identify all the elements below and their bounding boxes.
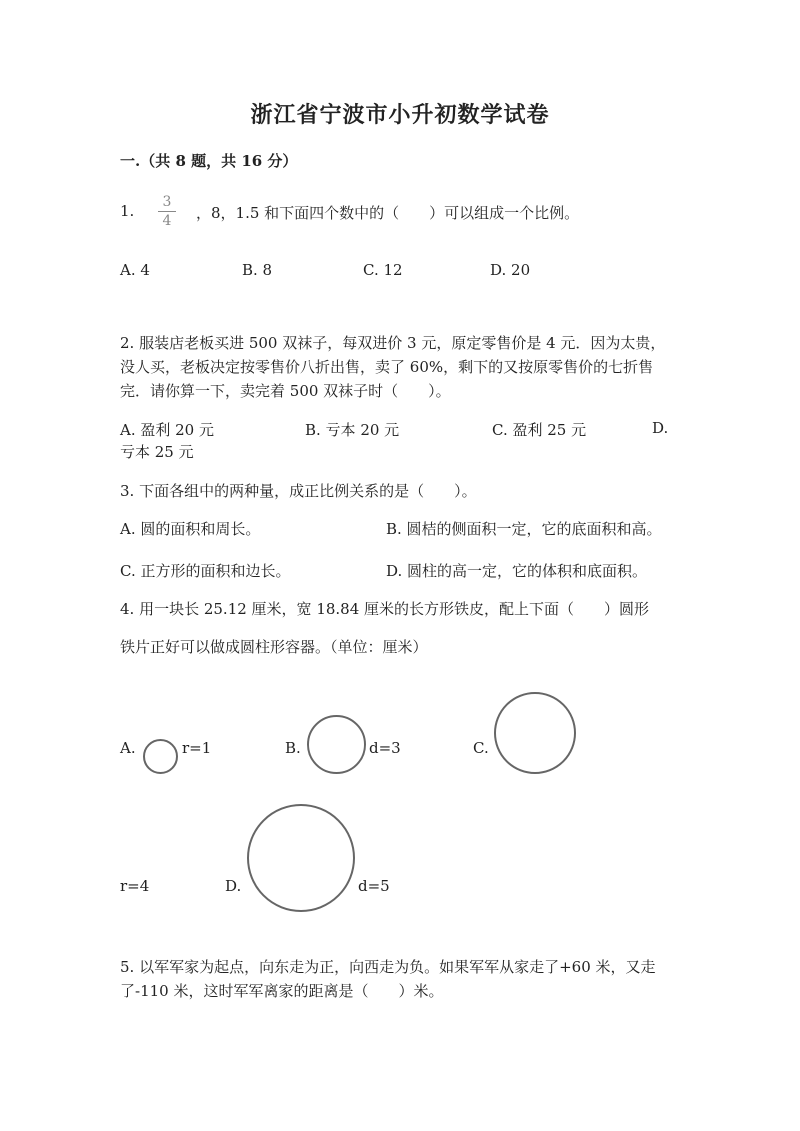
- q3-option-c: C. 正方形的面积和边长。: [120, 562, 291, 580]
- q4-option-d-label: D.: [225, 877, 242, 895]
- q2-option-d: D.: [652, 419, 669, 437]
- q3-text: 3. 下面各组中的两种量，成正比例关系的是（ ）。: [120, 482, 477, 500]
- q4-text-line-1: 4. 用一块长 25.12 厘米，宽 18.84 厘米的长方形铁皮，配上下面（ ）圆形: [120, 600, 650, 618]
- q4-option-b-label: B.: [285, 739, 301, 757]
- q3-option-b: B. 圆桔的侧面积一定，它的底面积和高。: [386, 520, 662, 538]
- q4-option-c-label: C.: [473, 739, 489, 757]
- q2-option-d-continued: 亏本 25 元: [120, 443, 194, 461]
- section-heading: 一.（共 8 题，共 16 分）: [120, 152, 298, 170]
- q4-option-d-value: d=5: [358, 877, 390, 895]
- fraction-numerator: 3: [162, 194, 172, 210]
- q5-text: 5. 以军军家为起点，向东走为正，向西走为负。如果军军从家走了+60 米，又走了-110 米，这时军军离家的距离是（ ）米。: [120, 958, 656, 1000]
- q2-option-a: A. 盈利 20 元: [120, 421, 214, 439]
- q4-option-b-value: d=3: [369, 739, 401, 757]
- circle-b-shape: [307, 715, 366, 774]
- q2-option-c: C. 盈利 25 元: [492, 421, 587, 439]
- q1-option-b: B. 8: [242, 261, 273, 279]
- q3-option-a: A. 圆的面积和周长。: [120, 520, 261, 538]
- q4-option-a-label: A.: [120, 739, 136, 757]
- q4-option-c-value: r=4: [120, 877, 150, 895]
- q1-option-d: D. 20: [490, 261, 531, 279]
- q3-option-d: D. 圆柱的高一定，它的体积和底面积。: [386, 562, 648, 580]
- circle-d-shape: [247, 804, 355, 912]
- q4-text-line-2: 铁片正好可以做成圆柱形容器。（单位：厘米）: [120, 638, 428, 656]
- q1-text: ，8，1.5 和下面四个数中的（ ）可以组成一个比例。: [196, 204, 580, 222]
- fraction-bar: [158, 211, 176, 212]
- q2-text: 2. 服装店老板买进 500 双袜子，每双进价 3 元，原定零售价是 4 元．因为太贵，没人买，老板决定按零售价八折出售，卖了 60%，剩下的又按原零售价的七折售完．请你算一下，卖完着 500 双袜子时（ ）。: [120, 334, 666, 400]
- page-title: 浙江省宁波市小升初数学试卷: [250, 102, 550, 128]
- circle-c-shape: [494, 692, 576, 774]
- circle-a-shape: [143, 739, 178, 774]
- fraction-denominator: 4: [162, 213, 172, 229]
- q1-number: 1.: [120, 202, 135, 220]
- q4-option-a-value: r=1: [182, 739, 212, 757]
- q1-option-a: A. 4: [120, 261, 150, 279]
- q1-fraction: [158, 194, 176, 229]
- q2-option-b: B. 亏本 20 元: [305, 421, 400, 439]
- q1-option-c: C. 12: [363, 261, 403, 279]
